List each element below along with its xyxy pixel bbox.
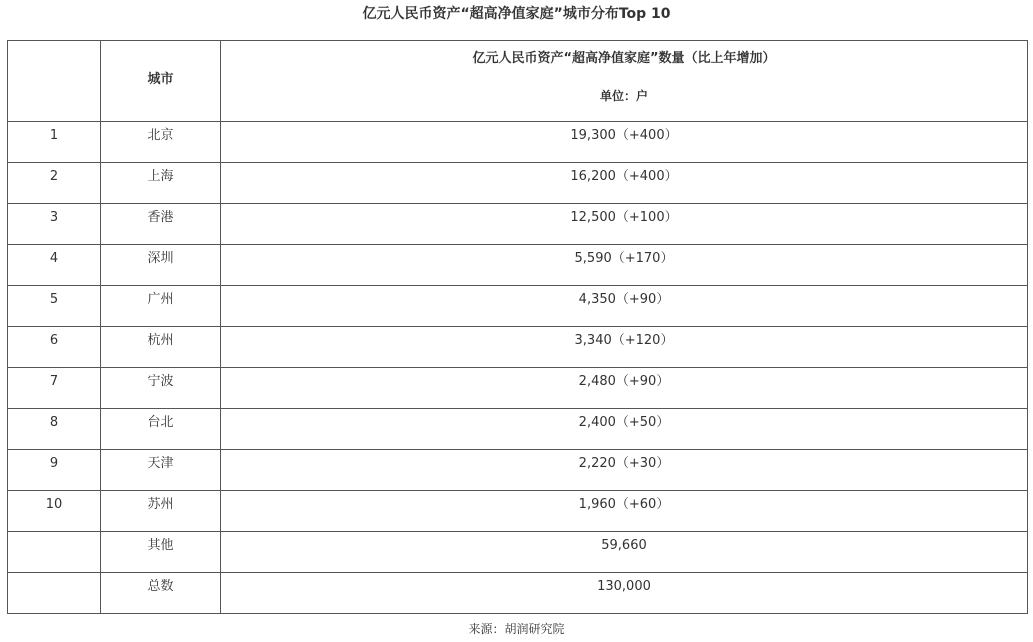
city-name: 香港 [147,210,174,225]
household-count: 2,400（+50） [578,415,670,430]
count-cell [221,327,1028,368]
table-row [8,368,1028,409]
header-city-cell [101,41,221,122]
rank-cell [8,327,101,368]
count-cell [221,286,1028,327]
table-row [8,532,1028,573]
rank-cell [8,409,101,450]
rank-cell [8,368,101,409]
table-row [8,409,1028,450]
count-cell [221,204,1028,245]
city-cell [101,327,221,368]
rank-cell [8,573,101,614]
table-row [8,286,1028,327]
household-count: 5,590（+170） [574,251,674,266]
household-count: 3,340（+120） [574,333,674,348]
city-name: 其他 [147,538,174,553]
count-cell [221,368,1028,409]
household-count: 2,480（+90） [578,374,670,389]
table-row [8,450,1028,491]
rank-cell [8,245,101,286]
rank-cell [8,204,101,245]
city-name: 上海 [147,169,174,184]
count-cell [221,450,1028,491]
rank-value: 8 [49,415,59,430]
city-cell [101,532,221,573]
rank-cell [8,163,101,204]
city-cell [101,368,221,409]
city-name: 杭州 [147,333,174,348]
count-cell [221,122,1028,163]
table-row [8,573,1028,614]
city-name: 宁波 [147,374,174,389]
count-cell [221,532,1028,573]
count-cell [221,491,1028,532]
rank-value: 2 [49,169,59,184]
rank-value: 7 [49,374,59,389]
table-row [8,245,1028,286]
table-row [8,122,1028,163]
city-name: 苏州 [147,497,174,512]
table-header-row [8,41,1028,122]
household-count: 19,300（+400） [570,128,678,143]
table-row [8,327,1028,368]
household-count: 130,000 [597,579,651,594]
rank-value: 9 [49,456,59,471]
city-cell [101,573,221,614]
rank-cell [8,122,101,163]
table-row [8,163,1028,204]
count-cell [221,573,1028,614]
city-distribution-table [7,40,1028,614]
city-cell [101,245,221,286]
rank-value: 5 [49,292,59,307]
city-cell [101,204,221,245]
rank-cell [8,286,101,327]
city-cell [101,122,221,163]
count-cell [221,163,1028,204]
rank-value: 1 [49,128,59,143]
header-value-cell [221,41,1028,122]
rank-cell [8,532,101,573]
city-name: 总数 [147,579,174,594]
city-cell [101,450,221,491]
household-count: 2,220（+30） [578,456,670,471]
city-cell [101,163,221,204]
rank-value: 10 [45,497,63,512]
household-count: 4,350（+90） [578,292,670,307]
household-count: 12,500（+100） [570,210,678,225]
city-name: 深圳 [147,251,174,266]
household-count: 59,660 [601,538,647,553]
header-value-title: 亿元人民币资产“超高净值家庭”数量（比上年增加） [472,51,776,66]
header-city-label: 城市 [147,72,174,87]
household-count: 1,960（+60） [578,497,670,512]
rank-value: 6 [49,333,59,348]
household-count: 16,200（+400） [570,169,678,184]
rank-value: 3 [49,210,59,225]
table-row [8,204,1028,245]
rank-cell [8,450,101,491]
city-name: 天津 [147,456,174,471]
city-name: 广州 [147,292,174,307]
city-name: 北京 [147,128,174,143]
count-cell [221,245,1028,286]
source-note: 来源：胡润研究院 [468,622,565,636]
city-cell [101,286,221,327]
header-unit-label: 单位：户 [599,89,648,103]
city-name: 台北 [147,415,174,430]
count-cell [221,409,1028,450]
header-rank-cell [8,41,101,122]
rank-value: 4 [49,251,59,266]
page-title: 亿元人民币资产“超高净值家庭”城市分布Top 10 [362,6,671,22]
rank-cell [8,491,101,532]
table-row [8,491,1028,532]
city-cell [101,409,221,450]
city-cell [101,491,221,532]
